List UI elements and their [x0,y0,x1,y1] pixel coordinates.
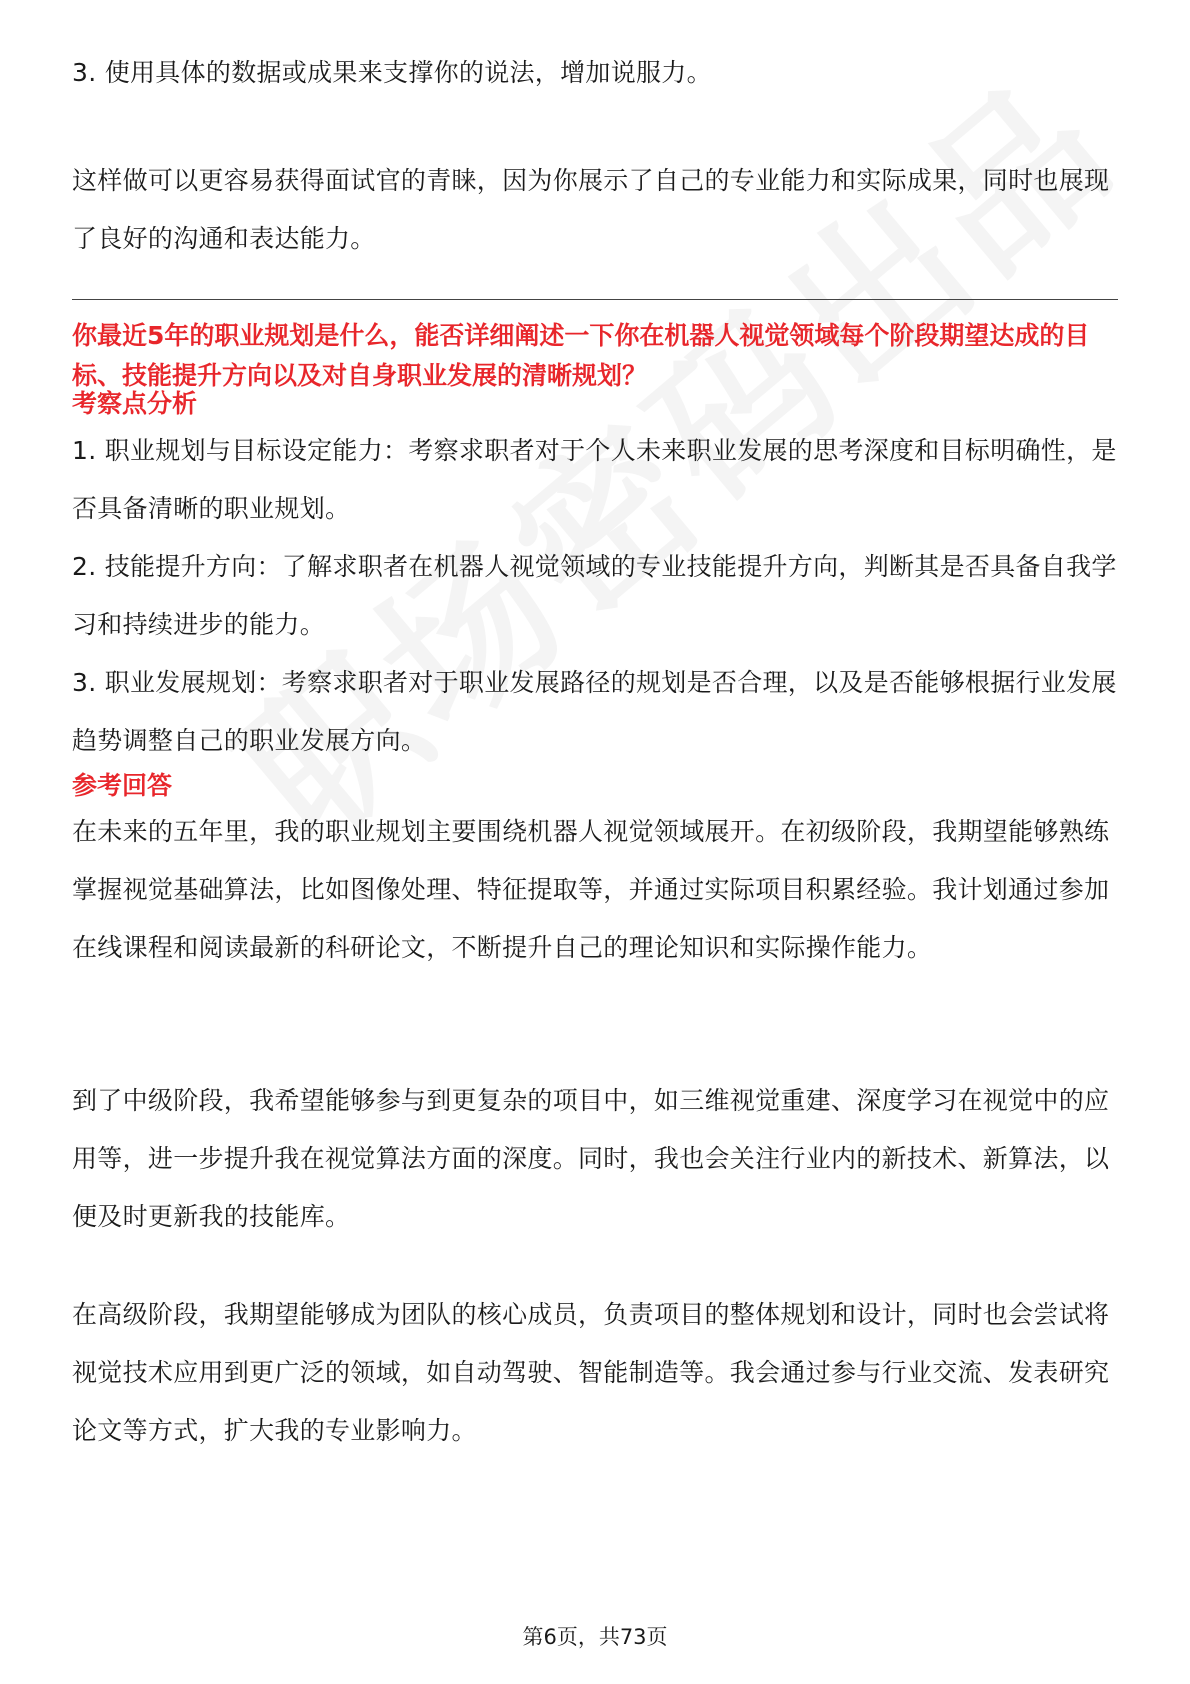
analysis-item: 2. 技能提升方向：了解求职者在机器人视觉领域的专业技能提升方向，判断其是否具备自我学习和持续进步的能力。 [72,552,1117,639]
summary-paragraph: 这样做可以更容易获得面试官的青睐，因为你展示了自己的专业能力和实际成果，同时也展现了良好的沟通和表达能力。 [72,166,1110,253]
analysis-item: 1. 职业规划与目标设定能力：考察求职者对于个人未来职业发展的思考深度和目标明确性，是否具备清晰的职业规划。 [72,436,1117,523]
analysis-list [72,422,1118,770]
page-number: 第6页，共73页 [522,1625,668,1649]
answer-paragraph: 在高级阶段，我期望能够成为团队的核心成员，负责项目的整体规划和设计，同时也会尝试将视觉技术应用到更广泛的领域，如自动驾驶、智能制造等。我会通过参与行业交流、发表研究论文等方式，扩大我的专业影响力。 [72,1300,1110,1445]
answer-title: 参考回答 [72,771,173,800]
summary-section [72,152,1118,268]
answer-paragraph-2-block [72,1072,1118,1246]
answer-paragraph: 到了中级阶段，我希望能够参与到更复杂的项目中，如三维视觉重建、深度学习在视觉中的应用等，进一步提升我在视觉算法方面的深度。同时，我也会关注行业内的新技术、新算法，以便及时更新我的技能库。 [72,1086,1110,1231]
section-divider [72,299,1118,300]
tip-item-3: 3. 使用具体的数据或成果来支撑你的说法，增加说服力。 [72,58,712,87]
answer-paragraph-3-block [72,1286,1118,1460]
analysis-item: 3. 职业发展规划：考察求职者对于职业发展路径的规划是否合理，以及是否能够根据行业发展趋势调整自己的职业发展方向。 [72,668,1117,755]
analysis-title: 考察点分析 [72,389,198,418]
top-section [72,44,1118,102]
answer-paragraph: 在未来的五年里，我的职业规划主要围绕机器人视觉领域展开。在初级阶段，我期望能够熟练掌握视觉基础算法，比如图像处理、特征提取等，并通过实际项目积累经验。我计划通过参加在线课程和阅读最新的科研论文，不断提升自己的理论知识和实际操作能力。 [72,817,1110,962]
answer-paragraph-1-block [72,803,1118,977]
question-heading: 你最近5年的职业规划是什么，能否详细阐述一下你在机器人视觉领域每个阶段期望达成的目标、技能提升方向以及对自身职业发展的清晰规划？ [72,321,1090,390]
